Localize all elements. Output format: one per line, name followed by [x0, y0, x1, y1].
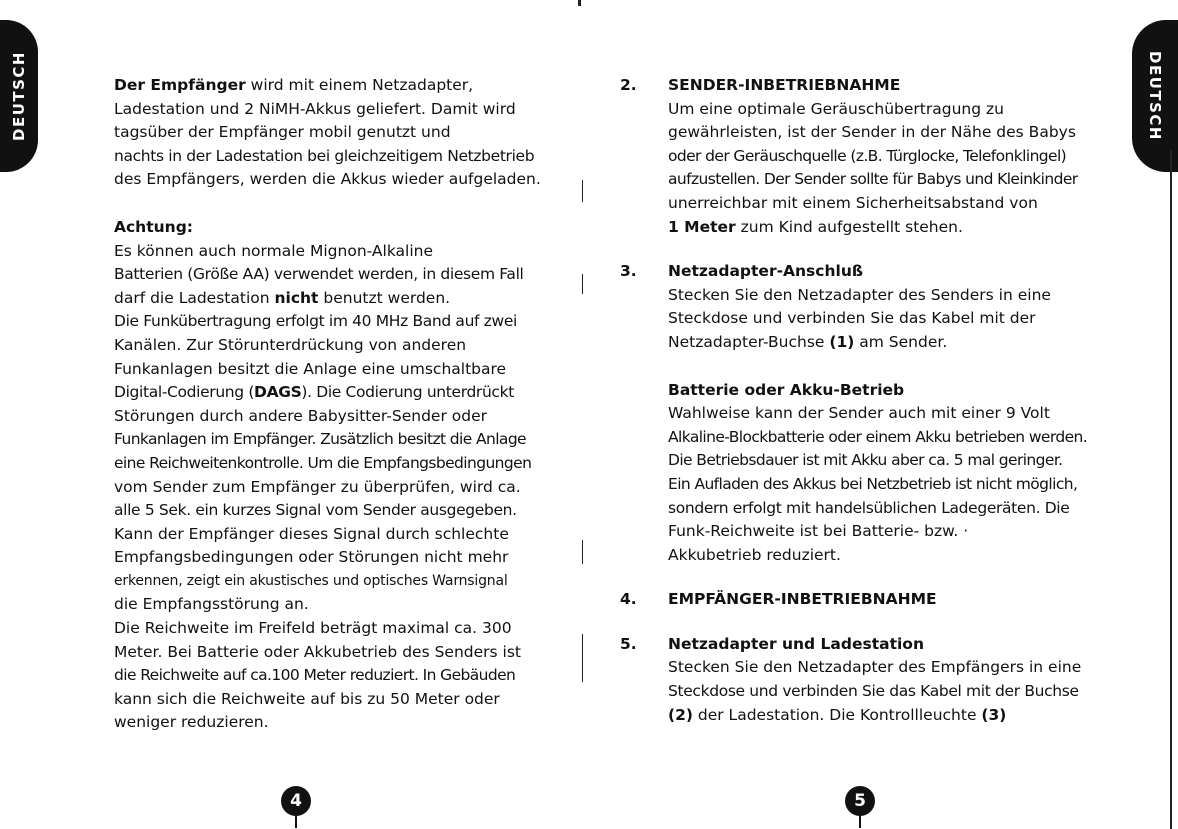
- attention-line: Es können auch normale Mignon-Alkaline: [114, 241, 433, 260]
- section-line: Steckdose und verbinden Sie das Kabel mit der Buchse: [668, 682, 1079, 701]
- attention-text: benutzt werden.: [318, 288, 451, 307]
- section-line: unerreichbar mit einem Sicherheitsabstand von: [668, 193, 1038, 212]
- attention-line: Batterien (Größe AA) verwendet werden, in diesem Fall: [114, 265, 524, 284]
- connector-ref: (2): [668, 705, 693, 724]
- margin-mark: [582, 180, 583, 202]
- section-heading: Netzadapter und Ladestation: [668, 634, 924, 653]
- attention-line: die Empfangsstörung an.: [114, 595, 309, 614]
- attention-line: die Reichweite auf ca.100 Meter reduziert. In Gebäuden: [114, 666, 516, 685]
- margin-mark: [582, 274, 583, 294]
- section-line: [668, 216, 1100, 240]
- attention-line: weniger reduzieren.: [114, 713, 269, 732]
- intro-line: des Empfängers, werden die Akkus wieder aufgeladen.: [114, 170, 541, 189]
- section-line: oder der Geräuschquelle (z.B. Türglocke, Telefonklingel): [668, 146, 1067, 165]
- section-line: gewährleisten, ist der Sender in der Nähe des Babys: [668, 123, 1076, 142]
- subsection-heading: Batterie oder Akku-Betrieb: [668, 380, 905, 399]
- section-5: [620, 633, 1100, 727]
- attention-heading: Achtung:: [114, 217, 193, 236]
- section-line: Steckdose und verbinden Sie das Kabel mit der: [668, 309, 1036, 328]
- attention-text: Digital-Codierung (: [114, 383, 255, 402]
- intro-line: Ladestation und 2 NiMH-Akkus geliefert. Damit wird: [114, 99, 516, 118]
- section-text: am Sender.: [854, 332, 948, 351]
- section-line: [668, 704, 1100, 728]
- section-line: Funk-Reichweite ist bei Batterie- bzw. ·: [668, 522, 969, 541]
- section-text: zum Kind aufgestellt stehen.: [735, 217, 963, 236]
- top-tick-mark: [578, 0, 581, 6]
- page-edge-line: [1170, 150, 1172, 829]
- attention-line: [114, 287, 544, 311]
- attention-emphasis: nicht: [274, 288, 319, 307]
- section-number: 5.: [620, 634, 637, 653]
- section-heading: Netzadapter-Anschluß: [668, 262, 863, 281]
- page-number-right: 5: [845, 786, 875, 816]
- section-line: [668, 331, 1100, 355]
- section-text: Netzadapter-Buchse: [668, 332, 830, 351]
- section-2: [620, 74, 1100, 239]
- attention-line: Kanälen. Zur Störunterdrückung von anderen: [114, 335, 467, 354]
- section-line: Stecken Sie den Netzadapter des Senders in eine: [668, 285, 1051, 304]
- section-4: [620, 588, 1100, 612]
- attention-line: erkennen, zeigt ein akustisches und optisches Warnsignal: [114, 572, 508, 589]
- section-number: 3.: [620, 262, 637, 281]
- margin-mark: [582, 540, 583, 564]
- distance-emphasis: 1 Meter: [668, 217, 736, 236]
- intro-line: nachts in der Ladestation bei gleichzeitigem Netzbetrieb: [114, 146, 535, 165]
- language-tab-left-label: DEUTSCH: [10, 51, 29, 141]
- section-text: der Ladestation. Die Kontrollleuchte: [692, 705, 982, 724]
- margin-mark: [582, 634, 583, 682]
- attention-line: [114, 381, 544, 405]
- attention-line: Die Reichweite im Freifeld beträgt maximal ca. 300: [114, 619, 512, 638]
- connector-ref: (1): [829, 332, 855, 351]
- attention-line: kann sich die Reichweite auf bis zu 50 Meter oder: [114, 689, 500, 708]
- attention-line: alle 5 Sek. ein kurzes Signal vom Sender ausgegeben.: [114, 501, 517, 520]
- right-column: [620, 74, 1100, 727]
- section-line: aufzustellen. Der Sender sollte für Babys und Kleinkinder: [668, 170, 1078, 189]
- intro-lead-bold: Der Empfänger: [114, 76, 246, 94]
- attention-line: Die Funkübertragung erfolgt im 40 MHz Band auf zwei: [114, 312, 517, 331]
- language-tab-right-label: DEUTSCH: [1146, 51, 1165, 141]
- section-heading: SENDER-INBETRIEBNAHME: [668, 76, 901, 94]
- intro-lead-rest: wird mit einem Netzadapter,: [245, 76, 474, 94]
- section-3: [620, 260, 1100, 567]
- language-tab-left: [0, 20, 38, 172]
- section-heading: EMPFÄNGER-INBETRIEBNAHME: [668, 590, 937, 609]
- section-line: Um eine optimale Geräuschübertragung zu: [668, 99, 1004, 118]
- attention-line: vom Sender zum Empfänger zu überprüfen, wird ca.: [114, 477, 521, 496]
- indicator-ref: (3): [981, 705, 1007, 724]
- section-line: Die Betriebsdauer ist mit Akku aber ca. 5 mal geringer.: [668, 451, 1063, 470]
- page-number-left: 4: [281, 786, 311, 816]
- section-line: sondern erfolgt mit handelsüblichen Ladegeräten. Die: [668, 498, 1070, 517]
- dags-label: DAGS: [254, 383, 302, 402]
- attention-line: Störungen durch andere Babysitter-Sender oder: [114, 406, 487, 425]
- section-line: Stecken Sie den Netzadapter des Empfängers in eine: [668, 658, 1082, 677]
- intro-first-line: [114, 74, 544, 98]
- attention-line: Funkanlagen im Empfänger. Zusätzlich besitzt die Anlage: [114, 430, 526, 449]
- left-column: [114, 74, 544, 735]
- attention-text: ). Die Codierung unterdrückt: [301, 383, 514, 402]
- attention-line: Funkanlagen besitzt die Anlage eine umschaltbare: [114, 359, 507, 378]
- section-number: 2.: [620, 76, 637, 94]
- attention-line: Empfangsbedingungen oder Störungen nicht mehr: [114, 548, 509, 567]
- attention-line: Kann der Empfänger dieses Signal durch schlechte: [114, 524, 509, 543]
- section-line: Akkubetrieb reduziert.: [668, 545, 841, 564]
- attention-line: Meter. Bei Batterie oder Akkubetrieb des Senders ist: [114, 642, 521, 661]
- attention-line: eine Reichweitenkontrolle. Um die Empfangsbedingungen: [114, 453, 532, 472]
- section-number: 4.: [620, 590, 637, 609]
- attention-text: darf die Ladestation: [114, 288, 275, 307]
- section-line: Ein Aufladen des Akkus bei Netzbetrieb ist nicht möglich,: [668, 474, 1078, 493]
- section-line: Alkaline-Blockbatterie oder einem Akku betrieben werden.: [668, 427, 1088, 446]
- section-line: Wahlweise kann der Sender auch mit einer 9 Volt: [668, 404, 1050, 423]
- intro-line: tagsüber der Empfänger mobil genutzt und: [114, 123, 451, 142]
